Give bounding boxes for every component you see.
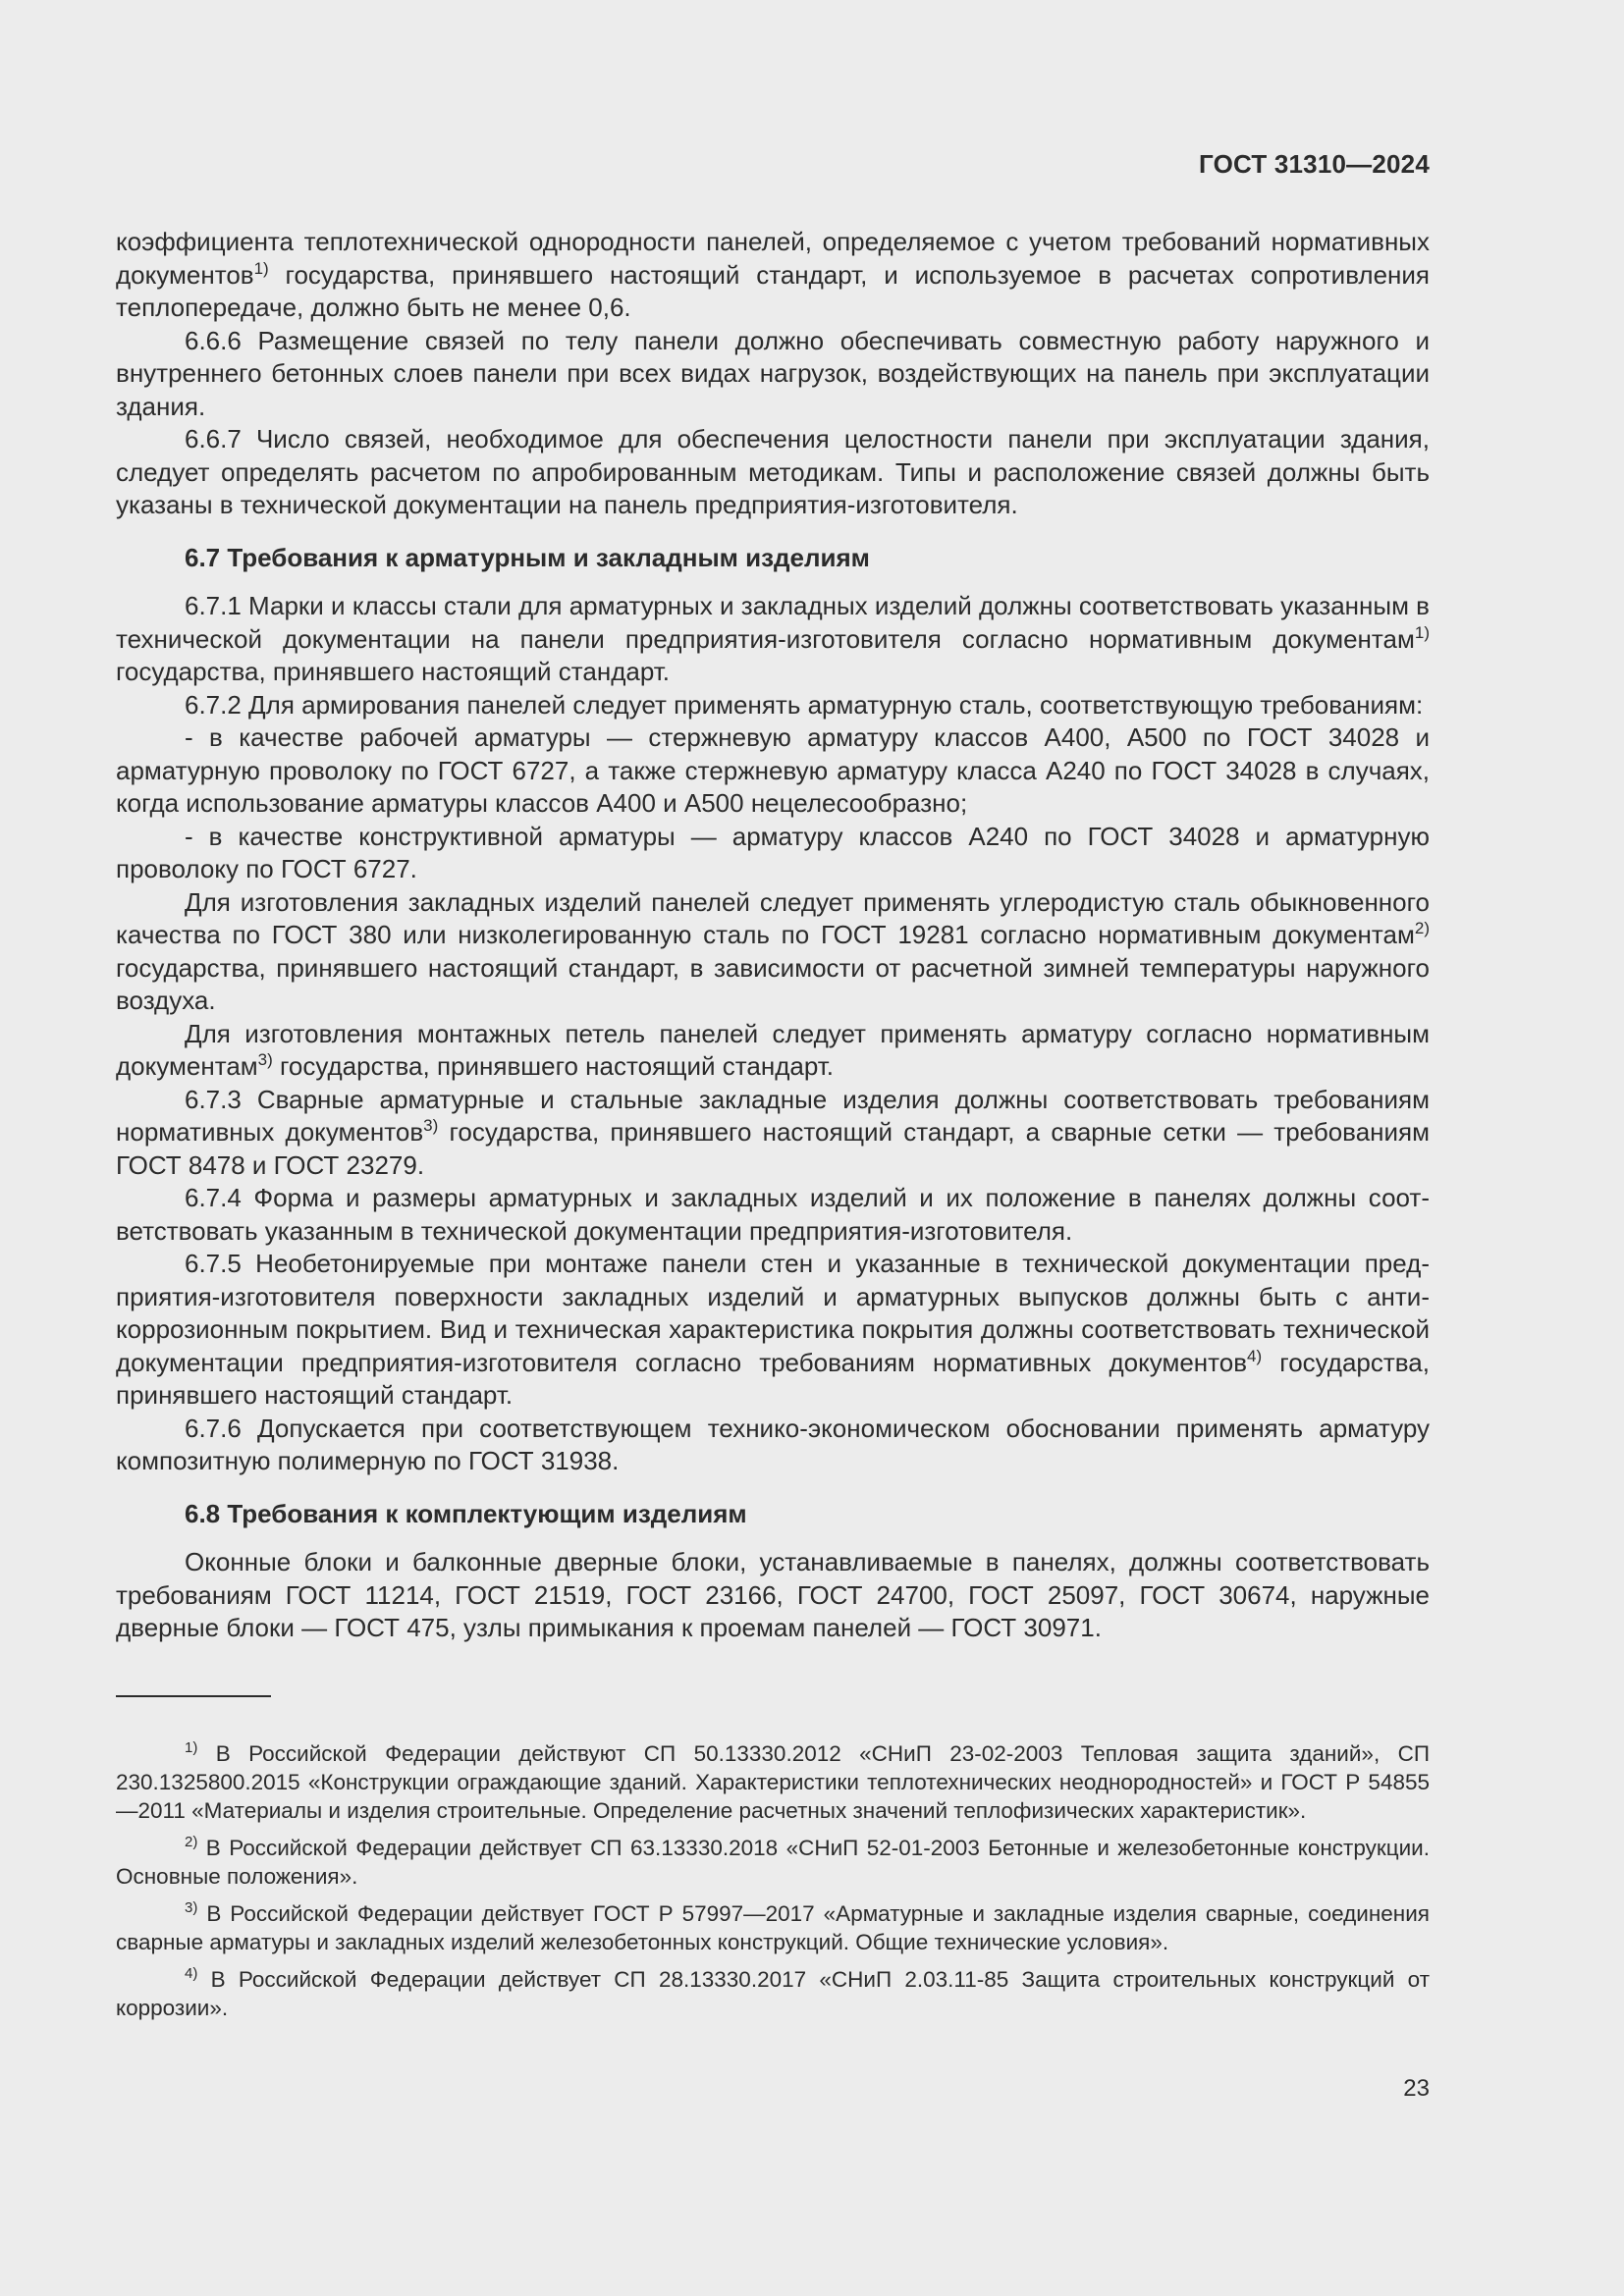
paragraph-6-7-6: 6.7.6 Допускается при соответствующем технико-экономическом обосновании применять арматуру композитную полимерную по ГОСТ 31938. xyxy=(116,1413,1430,1475)
footnote-ref: 3) xyxy=(423,1116,439,1135)
paragraph-6-7-4: 6.7.4 Форма и размеры арматурных и закладных изделий и их положение в панелях должны соответствовать указанным в технической документации предприятия-изготовителя. xyxy=(116,1183,1430,1246)
paragraph-embedded-parts-steel: Для изготовления закладных изделий панелей следует применять углеродистую сталь обыкновенного качества по ГОСТ 380 или низколегированную сталь по ГОСТ 19281 согласно нормативным документам$^{2)}$ государства, принявшего настоящий стандарт, в зависимости от расчетной зимней температуры наружного воздуха. xyxy=(116,886,1430,1015)
document-code-header: ГОСТ 31310—2024 xyxy=(1199,149,1430,179)
footnote-separator xyxy=(116,1695,271,1697)
footnote-3: $^{3)}$ В Российской Федерации действует ГОСТ Р 57997—2017 «Арматурные и закладные изделия сварные, соединения сварные арматуры и закладных изделий железобетонных конструкций. Общие технические условия». xyxy=(116,1899,1430,1954)
footnote-ref: 3) xyxy=(257,1050,273,1069)
list-item-structural-rebar: - в качестве конструктивной арматуры — арматуру классов А240 по ГОСТ 34028 и арматурную проволоку по ГОСТ 6727. xyxy=(116,821,1430,883)
footnote-mark: 4) xyxy=(185,1965,198,1982)
paragraph-6-6-7: 6.6.7 Число связей, необходимое для обеспечения целостности панели при эксплуатации здания, следует определять расчетом по апробированным методикам. Типы и расположение связей должны быть указаны в технической документации на панель предприятия-изготовителя. xyxy=(116,424,1430,519)
footnotes xyxy=(116,1739,1430,2031)
page-number: 23 xyxy=(1403,2075,1430,2102)
main-text xyxy=(116,226,1430,1645)
paragraph-6-7-5: 6.7.5 Необетонируемые при монтаже панели стен и указанные в технической документации предприятия-изготовителя поверхности закладных изделий и арматурных выпусков должны быть с антикоррозионным покрытием. Вид и техническая характеристика покрытия должны соответствовать технической документации предприятия-изготовителя согласно требованиям нормативных документов$^{4)}$ государства, принявшего настоящий стандарт. xyxy=(116,1249,1430,1410)
footnote-4: $^{4)}$ В Российской Федерации действует СП 28.13330.2017 «СНиП 2.03.11-85 Защита строительных конструкций от коррозии». xyxy=(116,1965,1430,2020)
footnote-ref: 1) xyxy=(1414,622,1430,642)
paragraph-continuation: коэффициента теплотехнической однородности панелей, определяемое с учетом требований нормативных документов$^{1)}$ государства, принявшего настоящий стандарт, и используемое в расчетах сопротивления теплопередаче, должно быть не менее 0,6. xyxy=(116,227,1430,322)
paragraph-6-6-6: 6.6.6 Размещение связей по телу панели должно обеспечивать совместную работу наружного и внутреннего бетонных слоев панели при всех видах нагрузок, воздействующих на панель при эксплуатации здания. xyxy=(116,325,1430,421)
footnote-1: $^{1)}$ В Российской Федерации действуют СП 50.13330.2012 «СНиП 23-02-2003 Тепловая защита зданий», СП 230.1325800.2015 «Конструкции ограждающие зданий. Характеристики теплотехнических неоднородностей» и ГОСТ Р 54855—2011 «Материалы и изделия строительные. Определение расчетных значений теплофизических характеристик». xyxy=(116,1739,1430,1823)
footnote-mark: 2) xyxy=(185,1834,198,1850)
paragraph-6-7-3: 6.7.3 Сварные арматурные и стальные закладные изделия должны соответствовать требованиям нормативных документов$^{3)}$ государства, принявшего настоящий стандарт, а сварные сетки — требованиям ГОСТ 8478 и ГОСТ 23279. xyxy=(116,1084,1430,1180)
section-heading-6-7: 6.7 Требования к арматурным и закладным изделиям xyxy=(185,542,870,572)
footnote-mark: 1) xyxy=(185,1739,198,1756)
paragraph-6-7-2: 6.7.2 Для армирования панелей следует применять арматурную сталь, соответствующую требованиям: xyxy=(185,689,1424,720)
footnote-ref: 1) xyxy=(253,258,269,278)
paragraph-6-8: Оконные блоки и балконные дверные блоки, устанавливаемые в панелях, должны соответствовать требованиям ГОСТ 11214, ГОСТ 21519, ГОСТ 23166, ГОСТ 24700, ГОСТ 25097, ГОСТ 30674, наружные дверные блоки — ГОСТ 475, узлы примыкания к проемам панелей — ГОСТ 30971. xyxy=(116,1547,1430,1642)
footnote-ref: 2) xyxy=(1414,919,1430,937)
paragraph-lifting-loops: Для изготовления монтажных петель панелей следует применять арматуру согласно нормативным документам$^{3)}$ государства, принявшего настоящий стандарт. xyxy=(116,1018,1430,1081)
footnote-2: $^{2)}$ В Российской Федерации действует СП 63.13330.2018 «СНиП 52-01-2003 Бетонные и железобетонные конструкции. Основные положения». xyxy=(116,1834,1430,1889)
list-item-working-rebar: - в качестве рабочей арматуры — стержневую арматуру классов А400, А500 по ГОСТ 34028 и арматурную проволоку по ГОСТ 6727, а также стержневую арматуру класса А240 по ГОСТ 34028 в случаях, когда использование арматуры классов А400 и А500 нецелесообразно; xyxy=(116,722,1430,818)
paragraph-6-7-1: 6.7.1 Марки и классы стали для арматурных и закладных изделий должны соответствовать указанным в технической документации на панели предприятия-изготовителя согласно нормативным документам$^{1)}$ государства, принявшего настоящий стандарт. xyxy=(116,591,1430,686)
footnote-ref: 4) xyxy=(1247,1346,1263,1365)
footnote-mark: 3) xyxy=(185,1899,198,1916)
section-heading-6-8: 6.8 Требования к комплектующим изделиям xyxy=(185,1498,747,1528)
